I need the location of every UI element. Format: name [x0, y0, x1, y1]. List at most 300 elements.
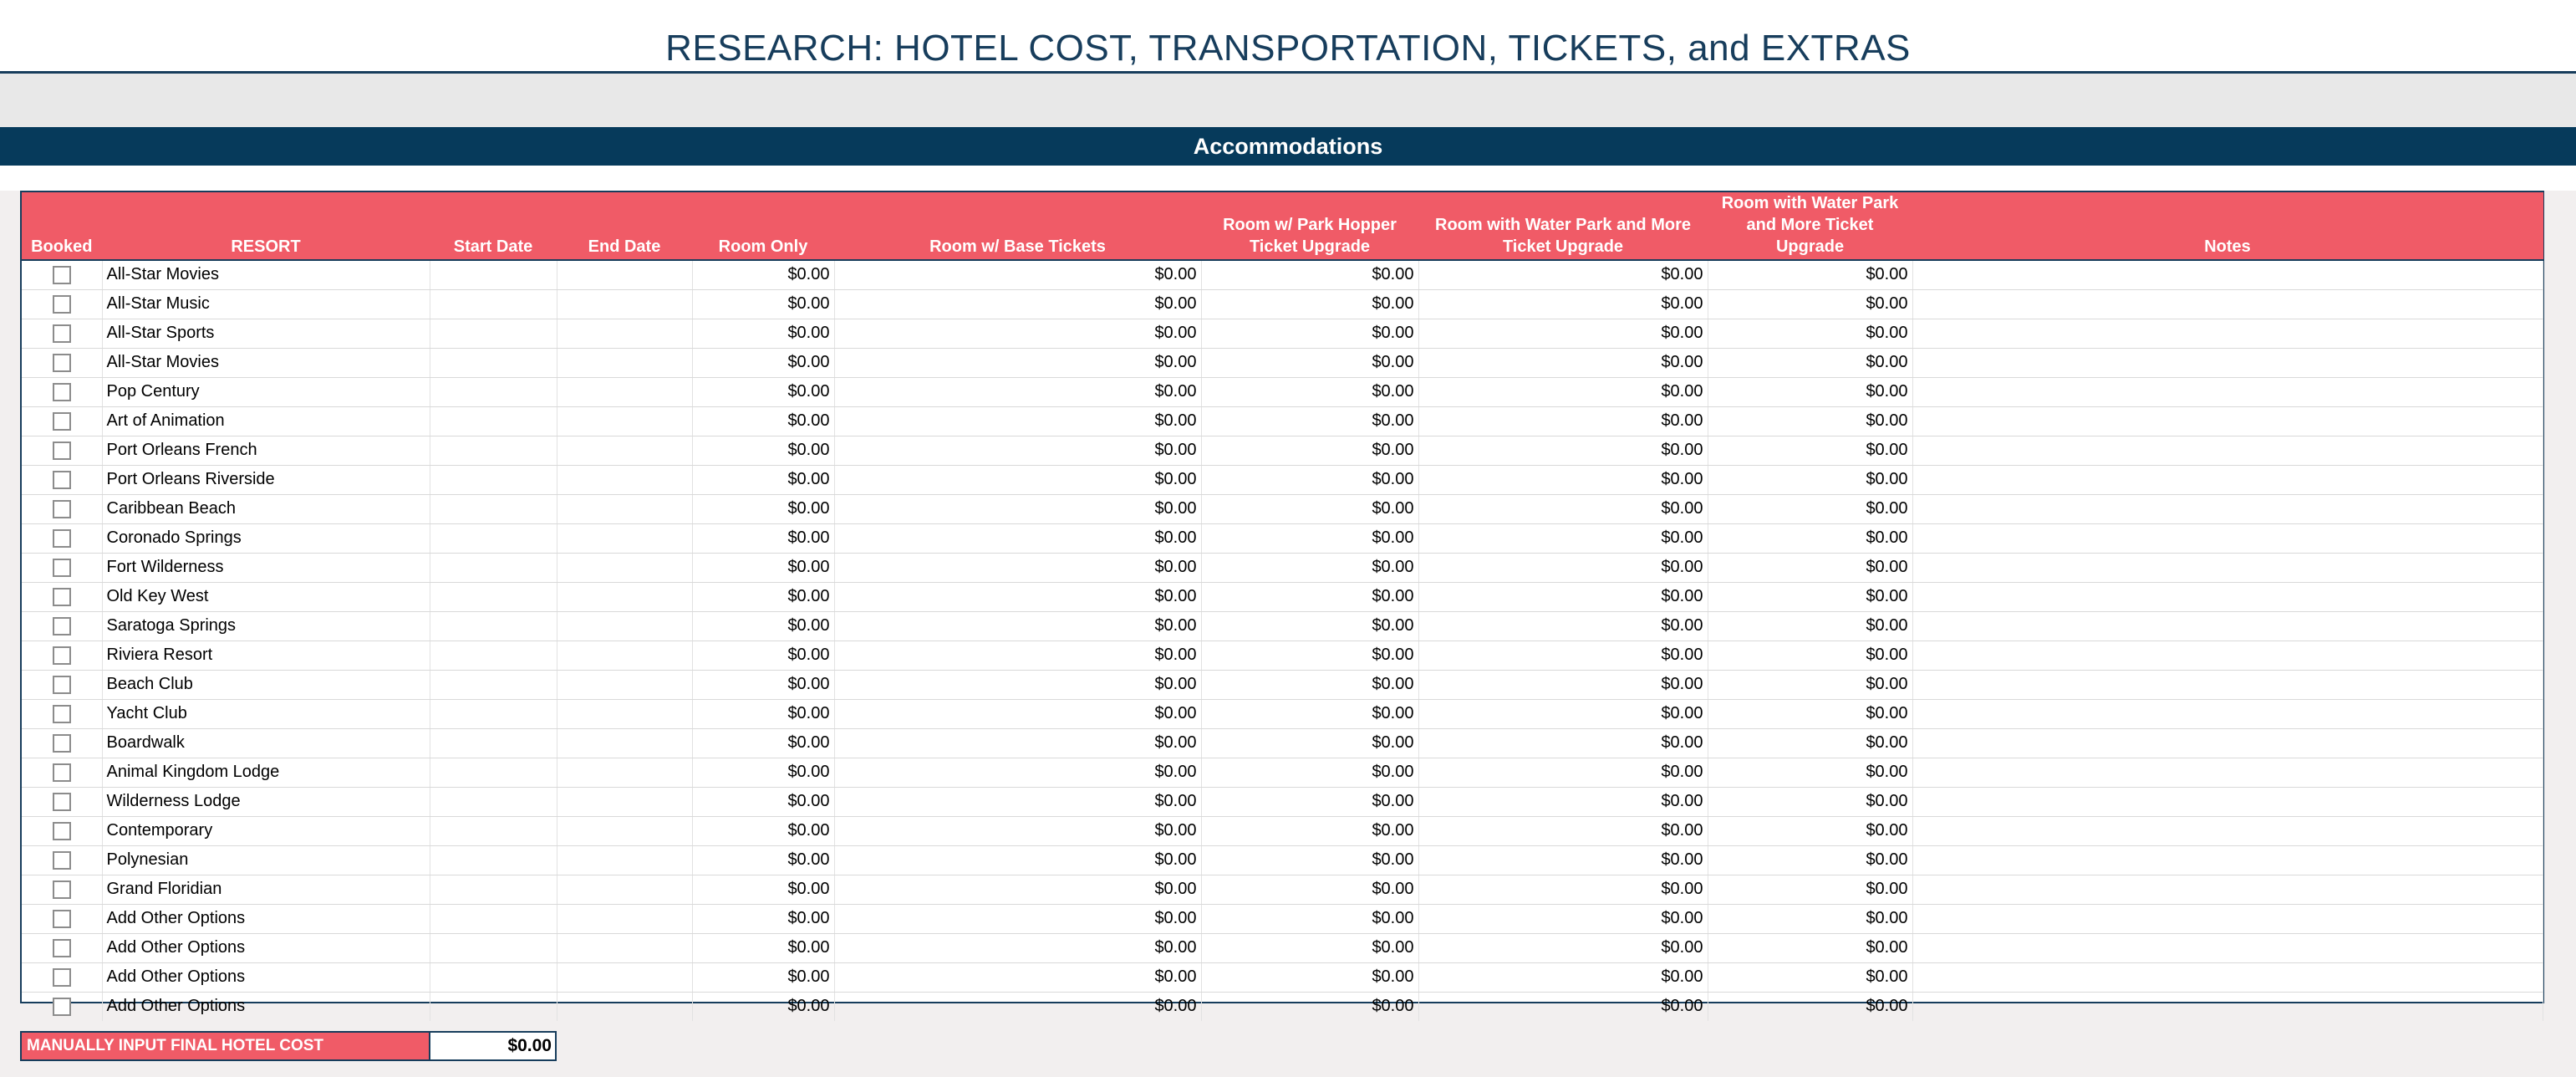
- room-water-park-cell[interactable]: $0.00: [1418, 787, 1708, 816]
- room-base-tickets-cell[interactable]: $0.00: [834, 728, 1201, 758]
- start-date-cell[interactable]: [430, 582, 557, 611]
- table-row: [22, 319, 2543, 348]
- room-only-cell[interactable]: $0.00: [692, 319, 834, 348]
- resort-cell: Art of Animation: [102, 406, 430, 436]
- booked-checkbox[interactable]: [53, 646, 71, 665]
- start-date-cell[interactable]: [430, 992, 557, 1021]
- resort-cell: Wilderness Lodge: [102, 787, 430, 816]
- booked-checkbox[interactable]: [53, 500, 71, 518]
- room-water-park-more-cell[interactable]: $0.00: [1708, 904, 1912, 933]
- room-base-tickets-cell[interactable]: $0.00: [834, 787, 1201, 816]
- header-room-water-park-more-line2: and More Ticket Upgrade: [1746, 216, 1874, 256]
- table-row: [22, 641, 2543, 670]
- start-date-cell[interactable]: [430, 260, 557, 289]
- room-water-park-cell[interactable]: $0.00: [1418, 962, 1708, 992]
- table-row: [22, 377, 2543, 406]
- room-water-park-cell[interactable]: $0.00: [1418, 611, 1708, 641]
- notes-cell[interactable]: [1912, 465, 2543, 494]
- table-row: [22, 670, 2543, 699]
- booked-checkbox[interactable]: [53, 617, 71, 635]
- room-water-park-cell[interactable]: $0.00: [1418, 494, 1708, 523]
- table-row: [22, 494, 2543, 523]
- booked-checkbox[interactable]: [53, 266, 71, 284]
- notes-cell[interactable]: [1912, 582, 2543, 611]
- end-date-cell[interactable]: [557, 670, 692, 699]
- room-park-hopper-cell[interactable]: $0.00: [1201, 582, 1418, 611]
- end-date-cell[interactable]: [557, 728, 692, 758]
- notes-cell[interactable]: [1912, 699, 2543, 728]
- room-base-tickets-cell[interactable]: $0.00: [834, 465, 1201, 494]
- table-row: [22, 289, 2543, 319]
- room-park-hopper-cell[interactable]: $0.00: [1201, 465, 1418, 494]
- room-base-tickets-cell[interactable]: $0.00: [834, 289, 1201, 319]
- room-water-park-more-cell[interactable]: $0.00: [1708, 933, 1912, 962]
- room-water-park-cell[interactable]: $0.00: [1418, 289, 1708, 319]
- header-room-water-park-line1: Room with Water Park and More: [1435, 216, 1691, 234]
- resort-cell: Add Other Options: [102, 904, 430, 933]
- room-water-park-cell[interactable]: $0.00: [1418, 641, 1708, 670]
- room-water-park-more-cell[interactable]: $0.00: [1708, 582, 1912, 611]
- room-base-tickets-cell[interactable]: $0.00: [834, 699, 1201, 728]
- room-only-cell[interactable]: $0.00: [692, 641, 834, 670]
- booked-cell: [22, 289, 102, 319]
- room-park-hopper-cell[interactable]: $0.00: [1201, 845, 1418, 875]
- start-date-cell[interactable]: [430, 816, 557, 845]
- start-date-cell[interactable]: [430, 494, 557, 523]
- header-start-date: Start Date: [430, 192, 557, 260]
- booked-cell: [22, 494, 102, 523]
- room-base-tickets-cell[interactable]: $0.00: [834, 494, 1201, 523]
- room-only-cell[interactable]: $0.00: [692, 553, 834, 582]
- room-water-park-cell[interactable]: $0.00: [1418, 582, 1708, 611]
- start-date-cell[interactable]: [430, 787, 557, 816]
- resort-cell: All-Star Movies: [102, 348, 430, 377]
- room-water-park-more-cell[interactable]: $0.00: [1708, 699, 1912, 728]
- booked-checkbox[interactable]: [53, 383, 71, 401]
- start-date-cell[interactable]: [430, 611, 557, 641]
- room-only-cell[interactable]: $0.00: [692, 406, 834, 436]
- room-water-park-cell[interactable]: $0.00: [1418, 728, 1708, 758]
- resort-cell: Add Other Options: [102, 933, 430, 962]
- room-water-park-cell[interactable]: $0.00: [1418, 406, 1708, 436]
- start-date-cell[interactable]: [430, 319, 557, 348]
- booked-cell: [22, 904, 102, 933]
- notes-cell[interactable]: [1912, 670, 2543, 699]
- start-date-cell[interactable]: [430, 465, 557, 494]
- start-date-cell[interactable]: [430, 845, 557, 875]
- end-date-cell[interactable]: [557, 553, 692, 582]
- room-base-tickets-cell[interactable]: $0.00: [834, 406, 1201, 436]
- booked-checkbox[interactable]: [53, 998, 71, 1016]
- room-only-cell[interactable]: $0.00: [692, 436, 834, 465]
- start-date-cell[interactable]: [430, 436, 557, 465]
- room-water-park-more-cell[interactable]: $0.00: [1708, 816, 1912, 845]
- room-water-park-cell[interactable]: $0.00: [1418, 348, 1708, 377]
- room-water-park-cell[interactable]: $0.00: [1418, 377, 1708, 406]
- room-water-park-more-cell[interactable]: $0.00: [1708, 406, 1912, 436]
- start-date-cell[interactable]: [430, 875, 557, 904]
- end-date-cell[interactable]: [557, 758, 692, 787]
- booked-cell: [22, 933, 102, 962]
- room-only-cell[interactable]: $0.00: [692, 523, 834, 553]
- room-base-tickets-cell[interactable]: $0.00: [834, 553, 1201, 582]
- booked-cell: [22, 875, 102, 904]
- room-only-cell[interactable]: $0.00: [692, 904, 834, 933]
- room-water-park-more-cell[interactable]: $0.00: [1708, 377, 1912, 406]
- notes-cell[interactable]: [1912, 816, 2543, 845]
- notes-cell[interactable]: [1912, 933, 2543, 962]
- table-row: [22, 933, 2543, 962]
- room-base-tickets-cell[interactable]: $0.00: [834, 641, 1201, 670]
- room-park-hopper-cell[interactable]: $0.00: [1201, 728, 1418, 758]
- room-park-hopper-cell[interactable]: $0.00: [1201, 904, 1418, 933]
- room-only-cell[interactable]: $0.00: [692, 787, 834, 816]
- start-date-cell[interactable]: [430, 289, 557, 319]
- table-row: [22, 553, 2543, 582]
- booked-checkbox[interactable]: [53, 880, 71, 899]
- room-water-park-more-cell[interactable]: $0.00: [1708, 319, 1912, 348]
- booked-checkbox[interactable]: [53, 763, 71, 782]
- notes-cell[interactable]: [1912, 787, 2543, 816]
- booked-cell: [22, 611, 102, 641]
- end-date-cell[interactable]: [557, 845, 692, 875]
- room-park-hopper-cell[interactable]: $0.00: [1201, 260, 1418, 289]
- room-water-park-cell[interactable]: $0.00: [1418, 436, 1708, 465]
- room-park-hopper-cell[interactable]: $0.00: [1201, 348, 1418, 377]
- room-park-hopper-cell[interactable]: $0.00: [1201, 787, 1418, 816]
- room-base-tickets-cell[interactable]: $0.00: [834, 933, 1201, 962]
- room-park-hopper-cell[interactable]: $0.00: [1201, 436, 1418, 465]
- room-water-park-more-cell[interactable]: $0.00: [1708, 553, 1912, 582]
- notes-cell[interactable]: [1912, 406, 2543, 436]
- end-date-cell[interactable]: [557, 319, 692, 348]
- room-only-cell[interactable]: $0.00: [692, 377, 834, 406]
- room-park-hopper-cell[interactable]: $0.00: [1201, 670, 1418, 699]
- end-date-cell[interactable]: [557, 494, 692, 523]
- notes-cell[interactable]: [1912, 728, 2543, 758]
- booked-checkbox[interactable]: [53, 295, 71, 314]
- booked-checkbox[interactable]: [53, 412, 71, 431]
- room-base-tickets-cell[interactable]: $0.00: [834, 436, 1201, 465]
- start-date-cell[interactable]: [430, 641, 557, 670]
- room-water-park-cell[interactable]: $0.00: [1418, 992, 1708, 1021]
- room-only-cell[interactable]: $0.00: [692, 875, 834, 904]
- room-base-tickets-cell[interactable]: $0.00: [834, 319, 1201, 348]
- start-date-cell[interactable]: [430, 348, 557, 377]
- room-water-park-more-cell[interactable]: $0.00: [1708, 289, 1912, 319]
- booked-checkbox[interactable]: [53, 734, 71, 753]
- table-row: [22, 845, 2543, 875]
- room-base-tickets-cell[interactable]: $0.00: [834, 992, 1201, 1021]
- final-hotel-cost-label: MANUALLY INPUT FINAL HOTEL COST: [22, 1033, 429, 1059]
- room-water-park-more-cell[interactable]: $0.00: [1708, 670, 1912, 699]
- room-only-cell[interactable]: $0.00: [692, 670, 834, 699]
- room-water-park-cell[interactable]: $0.00: [1418, 758, 1708, 787]
- booked-cell: [22, 377, 102, 406]
- room-base-tickets-cell[interactable]: $0.00: [834, 611, 1201, 641]
- room-water-park-cell[interactable]: $0.00: [1418, 699, 1708, 728]
- notes-cell[interactable]: [1912, 845, 2543, 875]
- notes-cell[interactable]: [1912, 523, 2543, 553]
- room-water-park-cell[interactable]: $0.00: [1418, 553, 1708, 582]
- room-base-tickets-cell[interactable]: $0.00: [834, 904, 1201, 933]
- end-date-cell[interactable]: [557, 933, 692, 962]
- end-date-cell[interactable]: [557, 406, 692, 436]
- room-water-park-cell[interactable]: $0.00: [1418, 904, 1708, 933]
- room-water-park-more-cell[interactable]: $0.00: [1708, 728, 1912, 758]
- booked-checkbox[interactable]: [53, 851, 71, 870]
- booked-checkbox[interactable]: [53, 910, 71, 928]
- notes-cell[interactable]: [1912, 289, 2543, 319]
- room-water-park-more-cell[interactable]: $0.00: [1708, 845, 1912, 875]
- table-row: [22, 728, 2543, 758]
- notes-cell[interactable]: [1912, 436, 2543, 465]
- room-park-hopper-cell[interactable]: $0.00: [1201, 816, 1418, 845]
- room-park-hopper-cell[interactable]: $0.00: [1201, 992, 1418, 1021]
- room-base-tickets-cell[interactable]: $0.00: [834, 816, 1201, 845]
- room-water-park-more-cell[interactable]: $0.00: [1708, 611, 1912, 641]
- room-water-park-more-cell[interactable]: $0.00: [1708, 348, 1912, 377]
- resort-cell: Port Orleans Riverside: [102, 465, 430, 494]
- room-only-cell[interactable]: $0.00: [692, 260, 834, 289]
- booked-checkbox[interactable]: [53, 559, 71, 577]
- room-water-park-more-cell[interactable]: $0.00: [1708, 260, 1912, 289]
- room-park-hopper-cell[interactable]: $0.00: [1201, 962, 1418, 992]
- resort-cell: All-Star Music: [102, 289, 430, 319]
- room-base-tickets-cell[interactable]: $0.00: [834, 670, 1201, 699]
- room-only-cell[interactable]: $0.00: [692, 845, 834, 875]
- end-date-cell[interactable]: [557, 289, 692, 319]
- booked-cell: [22, 845, 102, 875]
- header-room-park-hopper-line2: Ticket Upgrade: [1249, 237, 1371, 256]
- booked-cell: [22, 728, 102, 758]
- room-water-park-more-cell[interactable]: $0.00: [1708, 758, 1912, 787]
- notes-cell[interactable]: [1912, 377, 2543, 406]
- booked-cell: [22, 670, 102, 699]
- booked-cell: [22, 465, 102, 494]
- room-only-cell[interactable]: $0.00: [692, 992, 834, 1021]
- booked-checkbox[interactable]: [53, 822, 71, 840]
- header-room-base-tickets: Room w/ Base Tickets: [834, 192, 1201, 260]
- start-date-cell[interactable]: [430, 553, 557, 582]
- room-only-cell[interactable]: $0.00: [692, 962, 834, 992]
- end-date-cell[interactable]: [557, 260, 692, 289]
- room-park-hopper-cell[interactable]: $0.00: [1201, 875, 1418, 904]
- room-base-tickets-cell[interactable]: $0.00: [834, 962, 1201, 992]
- room-base-tickets-cell[interactable]: $0.00: [834, 523, 1201, 553]
- header-room-water-park-line2: Ticket Upgrade: [1502, 237, 1624, 256]
- room-park-hopper-cell[interactable]: $0.00: [1201, 377, 1418, 406]
- notes-cell[interactable]: [1912, 758, 2543, 787]
- room-water-park-cell[interactable]: $0.00: [1418, 260, 1708, 289]
- room-only-cell[interactable]: $0.00: [692, 465, 834, 494]
- table-row: [22, 582, 2543, 611]
- room-park-hopper-cell[interactable]: $0.00: [1201, 289, 1418, 319]
- room-only-cell[interactable]: $0.00: [692, 611, 834, 641]
- start-date-cell[interactable]: [430, 933, 557, 962]
- table-row: [22, 260, 2543, 289]
- room-water-park-cell[interactable]: $0.00: [1418, 845, 1708, 875]
- room-water-park-more-cell[interactable]: $0.00: [1708, 465, 1912, 494]
- end-date-cell[interactable]: [557, 641, 692, 670]
- table-row: [22, 787, 2543, 816]
- room-water-park-cell[interactable]: $0.00: [1418, 875, 1708, 904]
- notes-cell[interactable]: [1912, 641, 2543, 670]
- booked-checkbox[interactable]: [53, 588, 71, 606]
- start-date-cell[interactable]: [430, 962, 557, 992]
- accommodations-table: [22, 192, 2543, 1021]
- start-date-cell[interactable]: [430, 904, 557, 933]
- room-water-park-cell[interactable]: $0.00: [1418, 933, 1708, 962]
- room-park-hopper-cell[interactable]: $0.00: [1201, 699, 1418, 728]
- booked-checkbox[interactable]: [53, 676, 71, 694]
- header-room-park-hopper-line1: Room w/ Park Hopper: [1223, 216, 1397, 234]
- room-only-cell[interactable]: $0.00: [692, 816, 834, 845]
- table-row: [22, 758, 2543, 787]
- room-park-hopper-cell[interactable]: $0.00: [1201, 611, 1418, 641]
- room-base-tickets-cell[interactable]: $0.00: [834, 758, 1201, 787]
- room-base-tickets-cell[interactable]: $0.00: [834, 875, 1201, 904]
- end-date-cell[interactable]: [557, 523, 692, 553]
- resort-cell: Pop Century: [102, 377, 430, 406]
- booked-cell: [22, 553, 102, 582]
- room-only-cell[interactable]: $0.00: [692, 348, 834, 377]
- table-row: [22, 523, 2543, 553]
- room-park-hopper-cell[interactable]: $0.00: [1201, 494, 1418, 523]
- booked-checkbox[interactable]: [53, 793, 71, 811]
- header-room-water-park-more-line1: Room with Water Park: [1721, 194, 1899, 212]
- booked-cell: [22, 699, 102, 728]
- room-base-tickets-cell[interactable]: $0.00: [834, 348, 1201, 377]
- resort-cell: All-Star Movies: [102, 260, 430, 289]
- notes-cell[interactable]: [1912, 904, 2543, 933]
- end-date-cell[interactable]: [557, 465, 692, 494]
- room-water-park-more-cell[interactable]: $0.00: [1708, 787, 1912, 816]
- end-date-cell[interactable]: [557, 436, 692, 465]
- room-park-hopper-cell[interactable]: $0.00: [1201, 641, 1418, 670]
- booked-checkbox[interactable]: [53, 354, 71, 372]
- header-room-water-park: [1418, 192, 1708, 260]
- booked-cell: [22, 641, 102, 670]
- end-date-cell[interactable]: [557, 904, 692, 933]
- booked-cell: [22, 260, 102, 289]
- end-date-cell[interactable]: [557, 348, 692, 377]
- header-room-park-hopper: [1201, 192, 1418, 260]
- room-park-hopper-cell[interactable]: $0.00: [1201, 758, 1418, 787]
- room-base-tickets-cell[interactable]: $0.00: [834, 582, 1201, 611]
- notes-cell[interactable]: [1912, 611, 2543, 641]
- room-base-tickets-cell[interactable]: $0.00: [834, 845, 1201, 875]
- booked-cell: [22, 406, 102, 436]
- room-only-cell[interactable]: $0.00: [692, 699, 834, 728]
- booked-checkbox[interactable]: [53, 939, 71, 957]
- end-date-cell[interactable]: [557, 962, 692, 992]
- room-water-park-more-cell[interactable]: $0.00: [1708, 436, 1912, 465]
- room-only-cell[interactable]: $0.00: [692, 289, 834, 319]
- room-park-hopper-cell[interactable]: $0.00: [1201, 406, 1418, 436]
- room-water-park-cell[interactable]: $0.00: [1418, 670, 1708, 699]
- start-date-cell[interactable]: [430, 670, 557, 699]
- room-water-park-cell[interactable]: $0.00: [1418, 816, 1708, 845]
- table-row: [22, 436, 2543, 465]
- notes-cell[interactable]: [1912, 319, 2543, 348]
- room-park-hopper-cell[interactable]: $0.00: [1201, 933, 1418, 962]
- room-water-park-more-cell[interactable]: $0.00: [1708, 641, 1912, 670]
- room-base-tickets-cell[interactable]: $0.00: [834, 377, 1201, 406]
- room-water-park-cell[interactable]: $0.00: [1418, 523, 1708, 553]
- room-water-park-more-cell[interactable]: $0.00: [1708, 875, 1912, 904]
- start-date-cell[interactable]: [430, 523, 557, 553]
- room-only-cell[interactable]: $0.00: [692, 758, 834, 787]
- room-only-cell[interactable]: $0.00: [692, 582, 834, 611]
- end-date-cell[interactable]: [557, 787, 692, 816]
- room-park-hopper-cell[interactable]: $0.00: [1201, 319, 1418, 348]
- room-water-park-cell[interactable]: $0.00: [1418, 319, 1708, 348]
- table-row: [22, 348, 2543, 377]
- room-water-park-more-cell[interactable]: $0.00: [1708, 962, 1912, 992]
- booked-checkbox[interactable]: [53, 471, 71, 489]
- start-date-cell[interactable]: [430, 758, 557, 787]
- room-only-cell[interactable]: $0.00: [692, 494, 834, 523]
- start-date-cell[interactable]: [430, 699, 557, 728]
- room-water-park-cell[interactable]: $0.00: [1418, 465, 1708, 494]
- room-water-park-more-cell[interactable]: $0.00: [1708, 992, 1912, 1021]
- room-park-hopper-cell[interactable]: $0.00: [1201, 553, 1418, 582]
- start-date-cell[interactable]: [430, 406, 557, 436]
- booked-checkbox[interactable]: [53, 968, 71, 987]
- end-date-cell[interactable]: [557, 582, 692, 611]
- booked-cell: [22, 436, 102, 465]
- end-date-cell[interactable]: [557, 611, 692, 641]
- room-park-hopper-cell[interactable]: $0.00: [1201, 523, 1418, 553]
- table-row: [22, 962, 2543, 992]
- room-only-cell[interactable]: $0.00: [692, 728, 834, 758]
- booked-cell: [22, 758, 102, 787]
- start-date-cell[interactable]: [430, 377, 557, 406]
- final-hotel-cost-input[interactable]: $0.00: [429, 1033, 555, 1059]
- end-date-cell[interactable]: [557, 377, 692, 406]
- booked-checkbox[interactable]: [53, 705, 71, 723]
- end-date-cell[interactable]: [557, 816, 692, 845]
- booked-checkbox[interactable]: [53, 529, 71, 548]
- booked-checkbox[interactable]: [53, 442, 71, 460]
- header-resort: RESORT: [102, 192, 430, 260]
- notes-cell[interactable]: [1912, 494, 2543, 523]
- resort-cell: Add Other Options: [102, 962, 430, 992]
- resort-cell: Grand Floridian: [102, 875, 430, 904]
- resort-cell: Port Orleans French: [102, 436, 430, 465]
- room-only-cell[interactable]: $0.00: [692, 933, 834, 962]
- end-date-cell[interactable]: [557, 992, 692, 1021]
- table-row: [22, 406, 2543, 436]
- resort-cell: Beach Club: [102, 670, 430, 699]
- end-date-cell[interactable]: [557, 699, 692, 728]
- notes-cell[interactable]: [1912, 260, 2543, 289]
- room-water-park-more-cell[interactable]: $0.00: [1708, 523, 1912, 553]
- notes-cell[interactable]: [1912, 553, 2543, 582]
- table-row: [22, 611, 2543, 641]
- start-date-cell[interactable]: [430, 728, 557, 758]
- resort-cell: Riviera Resort: [102, 641, 430, 670]
- room-base-tickets-cell[interactable]: $0.00: [834, 260, 1201, 289]
- notes-cell[interactable]: [1912, 962, 2543, 992]
- notes-cell[interactable]: [1912, 875, 2543, 904]
- booked-checkbox[interactable]: [53, 324, 71, 343]
- notes-cell[interactable]: [1912, 348, 2543, 377]
- room-water-park-more-cell[interactable]: $0.00: [1708, 494, 1912, 523]
- notes-cell[interactable]: [1912, 992, 2543, 1021]
- end-date-cell[interactable]: [557, 875, 692, 904]
